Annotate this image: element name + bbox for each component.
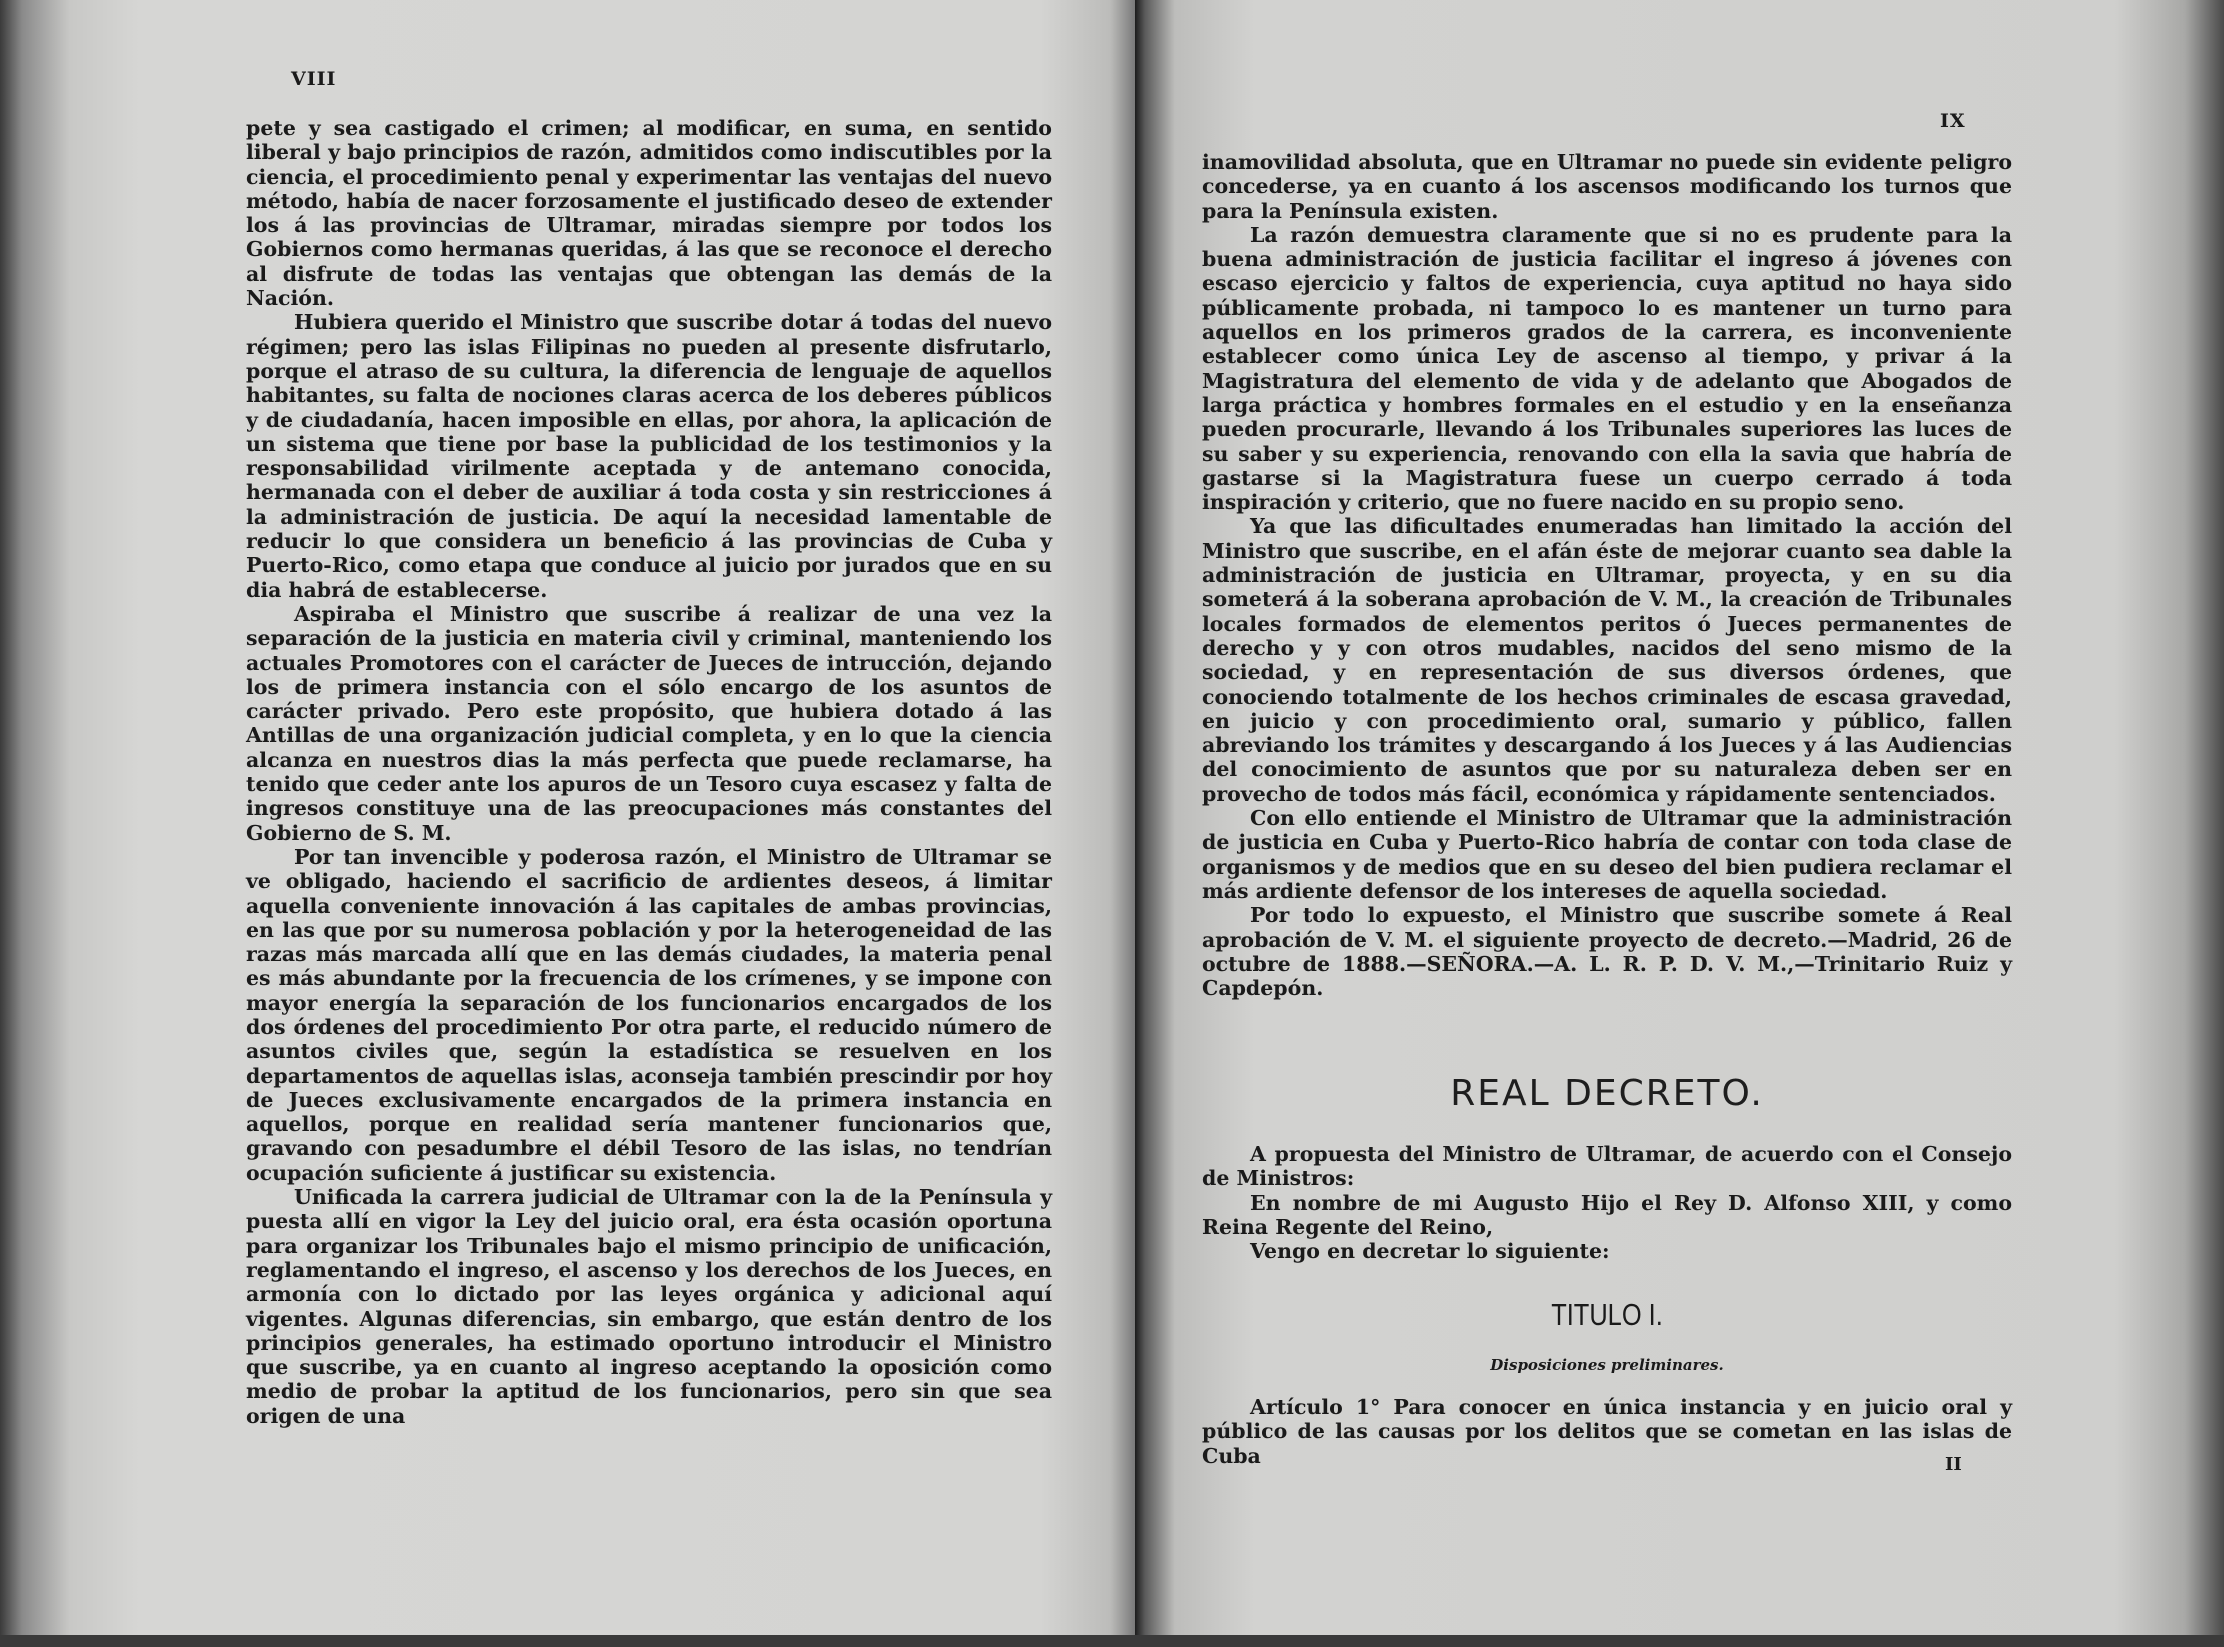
paragraph: A propuesta del Ministro de Ultramar, de acuerdo con el Consejo de Ministros: xyxy=(1202,1142,2012,1191)
paragraph: Unificada la carrera judicial de Ultramar con la de la Península y puesta allí en vigor la Ley del juicio oral, era ésta ocasión oportuna para organizar los Tribunales bajo el mismo principio de unificación, reglamentando el ingreso, el ascenso y los derechos de los Jueces, en armonía con lo dictado por las leyes orgánica y adicional aquí vigentes. Algunas diferencias, sin embargo, que están dentro de los principios generales, ha estimado oportuno introducir el Ministro que suscribe, ya en cuanto al ingreso aceptando la oposición como medio de probar la aptitud de los funcionarios, pero sin que sea origen de una xyxy=(246,1185,1052,1428)
paragraph: Por tan invencible y poderosa razón, el Ministro de Ultramar se ve obligado, haciendo el sacrificio de ardientes deseos, á limitar aquella conveniente innovación á las capitales de ambas provincias, en las que por su numerosa población y por la heterogeneidad de las razas más marcada allí que en las demás ciudades, la materia penal es más abundante por la frecuencia de los crímenes, y se impone con mayor energía la separación de los funcionarios encargados de los dos órdenes del procedimiento Por otra parte, el reducido número de asuntos civiles que, según la estadística se resuelven en los departamentos de aquellas islas, aconseja también prescindir por hoy de Jueces exclusivamente encargados de la primera instancia en aquellos, porque en realidad sería mantener funcionarios que, gravando con pesadumbre el débil Tesoro de las islas, no tendrían ocupación suficiente á justificar su existencia. xyxy=(246,844,1052,1185)
paragraph: Hubiera querido el Ministro que suscribe dotar á todas del nuevo régimen; pero las islas Filipinas no pueden al presente disfrutarlo, porque el atraso de su cultura, la diferencia de lenguaje de aquellos habitantes, su falta de nociones claras acerca de los deberes públicos y de ciudadanía, hacen imposible en ellas, por ahora, la aplicación de un sistema que tiene por base la publicidad de los testimonios y la responsabilidad virilmente aceptada y de antemano conocida, hermanada con el deber de auxiliar á toda costa y sin restricciones á la administración de justicia. De aquí la necesidad lamentable de reducir lo que considera un beneficio á las provincias de Cuba y Puerto-Rico, como etapa que conduce al juicio por jurados que en su dia habrá de establecerse. xyxy=(246,310,1052,602)
decree-heading: REAL DECRETO. xyxy=(1450,1073,1764,1114)
paragraph: inamovilidad absoluta, que en Ultramar no puede sin evidente peligro concederse, ya en cuanto á los ascensos modificando los turnos que para la Península existen. xyxy=(1202,150,2012,223)
right-text-column xyxy=(1202,150,2012,1000)
paragraph: Vengo en decretar lo siguiente: xyxy=(1250,1239,1610,1264)
article-1 xyxy=(1202,1395,2012,1468)
paragraph: Ya que las dificultades enumeradas han limitado la acción del Ministro que suscribe, en el afán éste de mejorar cuanto sea dable la administración de justicia en Ultramar, proyecta, y en su dia someterá á la soberana aprobación de V. M., la creación de Tribunales locales formados de elementos peritos ó Jueces permanentes de derecho y y con otros mudables, nacidos del seno mismo de la sociedad, y en representación de sus diversos órdenes, que conociendo totalmente de los hechos criminales de escasa gravedad, en juicio y con procedimiento oral, sumario y público, fallen abreviando los trámites y descargando á los Jueces y á las Audiencias del conocimiento de asuntos que por su naturaleza deben ser en provecho de todos más fácil, económica y rápidamente sentenciados. xyxy=(1202,514,2012,806)
paragraph: pete y sea castigado el crimen; al modificar, en suma, en sentido liberal y bajo principios de razón, admitidos como indiscutibles por la ciencia, el procedimiento penal y experimentar las ventajas del nuevo método, había de nacer forzosamente el justificado deseo de extender los á las provincias de Ultramar, miradas siempre por todos los Gobiernos como hermanas queridas, á las que se reconoce el derecho al disfrute de todas las ventajas que obtengan las demás de la Nación. xyxy=(246,116,1052,311)
paragraph: En nombre de mi Augusto Hijo el Rey D. Alfonso XIII, y como Reina Regente del Reino, xyxy=(1202,1190,2012,1239)
page-number-left: VIII xyxy=(291,68,337,90)
decree-preamble xyxy=(1202,1142,2012,1263)
paragraph: Aspiraba el Ministro que suscribe á realizar de una vez la separación de la justicia en materia civil y criminal, manteniendo los actuales Promotores con el carácter de Jueces de intrucción, dejando los de primera instancia con el sólo encargo de los asuntos de carácter privado. Pero este propósito, que hubiera dotado á las Antillas de una organización judicial completa, y en lo que la ciencia alcanza en nuestros dias la más perfecta que puede reclamarse, ha tenido que ceder ante los apuros de un Tesoro cuya escasez y falta de ingresos constituye una de las preocupaciones más constantes del Gobierno de S. M. xyxy=(246,601,1052,845)
subtitle-heading: Disposiciones preliminares. xyxy=(1490,1356,1724,1374)
signature-mark: II xyxy=(1945,1454,1962,1475)
paragraph: La razón demuestra claramente que si no es prudente para la buena administración de justicia facilitar el ingreso á jóvenes con escaso ejercicio y faltos de experiencia, cuya aptitud no haya sido públicamente probada, ni tampoco lo es mantener un turno para aquellos en los primeros grados de la carrera, es inconveniente establecer como única Ley de ascenso al tiempo, y privar á la Magistratura del elemento de vida y de adelanto que Abogados de larga práctica y hombres formales en el estudio y en la enseñanza pueden procurarle, llevando á los Tribunales superiores las luces de su saber y su experiencia, renovando con ella la savia que habría de gastarse si la Magistratura fuese un cuerpo cerrado á toda inspiración y criterio, que no fuere nacido en su propio seno. xyxy=(1202,222,2012,515)
bottom-edge xyxy=(0,1635,2224,1647)
left-text-column xyxy=(246,116,1052,1428)
paragraph: Por todo lo expuesto, el Ministro que suscribe somete á Real aprobación de V. M. el siguiente proyecto de decreto.—Madrid, 26 de octubre de 1888.—SEÑORA.—A. L. R. P. D. V. M.,—Trinitario Ruiz y Capdepón. xyxy=(1202,903,2012,1001)
paragraph: Artículo 1° Para conocer en única instancia y en juicio oral y público de las causas por los delitos que se cometan en las islas de Cuba xyxy=(1202,1395,2012,1468)
right-page xyxy=(1135,0,2224,1647)
paragraph: Con ello entiende el Ministro de Ultramar que la administración de justicia en Cuba y Puerto-Rico habría de contar con toda clase de organismos y de medios que en su deseo del bien pudiera reclamar el más ardiente defensor de los intereses de aquella sociedad. xyxy=(1202,806,2012,903)
page-number-right: IX xyxy=(1940,110,1966,132)
title-heading: TITULO I. xyxy=(1551,1297,1663,1332)
